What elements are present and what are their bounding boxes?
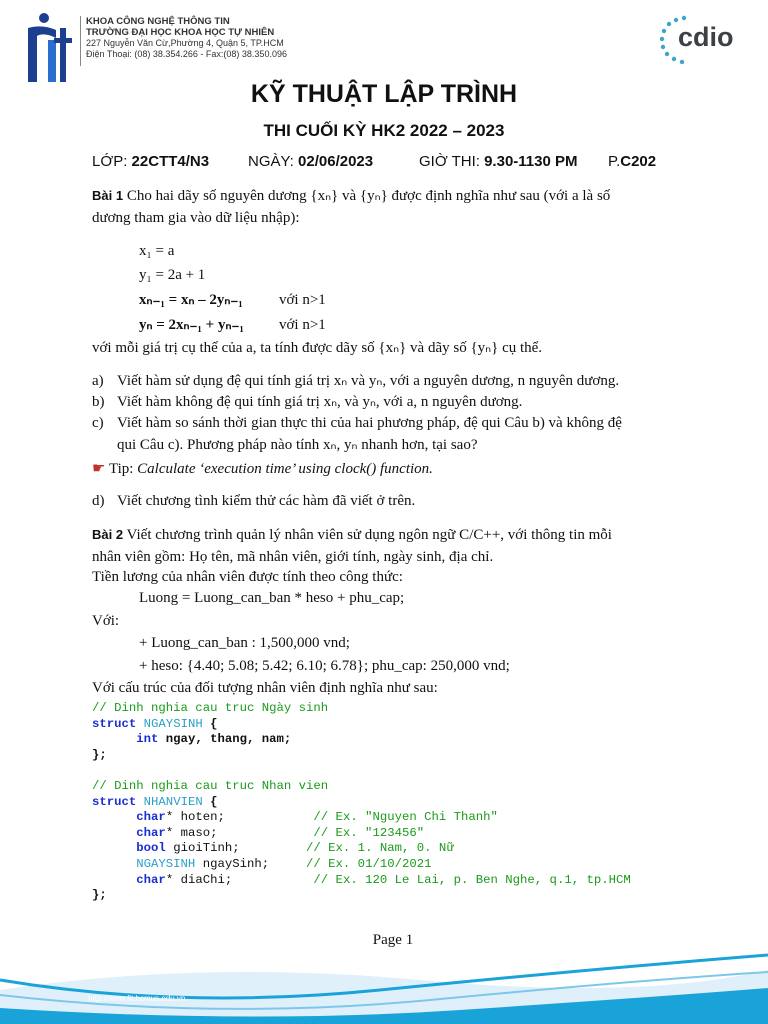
bai1-label: Bài 1 xyxy=(92,188,124,203)
salary-item1: + Luong_can_ban : 1,500,000 vnd; xyxy=(139,635,350,651)
item-d-label: d) xyxy=(92,493,105,509)
document-title: KỸ THUẬT LẬP TRÌNH xyxy=(250,80,518,108)
footer-wave xyxy=(0,950,768,1024)
item-a-text: Viết hàm sử dụng đệ qui tính giá trị xₙ và yₙ, với a nguyên dương, n nguyên dương. xyxy=(117,373,620,389)
org-line1: KHOA CÔNG NGHỆ THÔNG TIN xyxy=(86,16,230,27)
tip-label: Tip: xyxy=(108,461,138,477)
with-label: Với: xyxy=(92,613,120,629)
item-a-label: a) xyxy=(92,373,104,389)
phone: Điện Thoại: (08) 38.354.266 - Fax:(08) 38.350.096 xyxy=(86,49,287,59)
cdio-logo-text: cdio xyxy=(678,22,734,52)
bai2-label: Bài 2 xyxy=(92,527,124,542)
footer-url[interactable]: http://www.fit.hcmus.edu.vn xyxy=(88,994,186,1003)
formula-yn: yₙ = 2xₙ₋₁ + yₙ₋₁ xyxy=(139,317,244,333)
bai2-intro: Bài 2 Viết chương trình quản lý nhân viên sử dụng ngôn ngữ C/C++, với thông tin mỗi nhân viên gồm: Họ tên, mã nhân viên, giới tính, ngày sinh, địa chỉ. xyxy=(92,527,612,565)
time-info: GIỜ THI: 9.30-1130 PM xyxy=(419,153,578,170)
pointing-hand-icon: ☛ xyxy=(92,461,106,477)
fit-logo xyxy=(22,10,80,86)
item-b-text: Viết hàm không đệ qui tính giá trị xₙ, và yₙ, với a, n nguyên dương. xyxy=(117,394,523,410)
room-info: P.C202 xyxy=(608,153,657,170)
tip xyxy=(92,458,433,480)
page-number: Page 1 xyxy=(372,932,414,948)
date-info: NGÀY: 02/06/2023 xyxy=(248,153,374,170)
code-comment: // Dinh nghia cau truc Nhan vien xyxy=(92,778,329,793)
org-line2: TRƯỜNG ĐẠI HỌC KHOA HỌC TỰ NHIÊN xyxy=(86,27,275,38)
code-comment: // Dinh nghia cau truc Ngày sinh xyxy=(92,701,329,715)
class-info: LỚP: 22CTT4/N3 xyxy=(92,153,210,170)
tip-text: Calculate ‘execution time’ using clock() function. xyxy=(137,461,433,477)
salary-intro: Tiền lương của nhân viên được tính theo công thức: xyxy=(92,569,403,585)
formula-xn: xₙ₋₁ = xₙ – 2yₙ₋₁ xyxy=(139,292,243,308)
exam-subtitle: THI CUỐI KỲ HK2 2022 – 2023 xyxy=(263,121,505,140)
formula-xn-cond: với n>1 xyxy=(279,292,326,308)
header-divider xyxy=(80,16,81,66)
formula-yn-cond: với n>1 xyxy=(279,317,326,333)
salary-item2: + heso: {4.40; 5.08; 5.42; 6.10; 6.78}; phu_cap: 250,000 vnd; xyxy=(139,658,510,674)
bai1-after: với mỗi giá trị cụ thể của a, ta tính được dãy số {xₙ} và dãy số {yₙ} cụ thể. xyxy=(92,340,543,356)
bai1-intro: Bài 1 Cho hai dãy số nguyên dương {xₙ} và {yₙ} được định nghĩa như sau (với a là số dương tham gia vào dữ liệu nhập): xyxy=(92,188,611,226)
item-b-label: b) xyxy=(92,394,105,410)
salary-formula: Luong = Luong_can_ban * heso + phu_cap; xyxy=(139,590,405,606)
formula-y1: y₁ = 2a + 1 xyxy=(139,267,206,283)
item-d-text: Viết chương tình kiểm thử các hàm đã viết ở trên. xyxy=(117,493,416,509)
cdio-logo xyxy=(656,12,752,68)
header-info xyxy=(86,16,287,60)
item-c-text: Viết hàm so sánh thời gian thực thi của hai phương pháp, đệ qui Câu b) và không đệ qui Câu c). Phương pháp nào tính xₙ, yₙ nhanh hơn, tại sao? xyxy=(117,415,622,453)
code-block: // Dinh nghia cau truc Ngày sinh struct NGAYSINH { int ngay, thang, nam; }; // Dinh nghia cau truc Nhan vien struct NHANVIEN { char* hoten; // Ex. "Nguyen Chi Thanh" char* maso; // Ex. "123456" bool gioiTinh; // Ex. 1. Nam, 0. Nữ NGAYSINH ngaySinh; // Ex. 01/10/2021 char* diaChi; // Ex. 120 Le Lai, p. Ben Nghe, q.1, tp.HCM }; xyxy=(92,701,631,903)
address: 227 Nguyễn Văn Cừ,Phường 4, Quận 5, TP.HCM xyxy=(86,38,284,48)
formula-x1: x₁ = a xyxy=(139,243,175,259)
struct-intro: Với cấu trúc của đối tượng nhân viên định nghĩa như sau: xyxy=(92,680,438,696)
item-c-label: c) xyxy=(92,415,104,431)
